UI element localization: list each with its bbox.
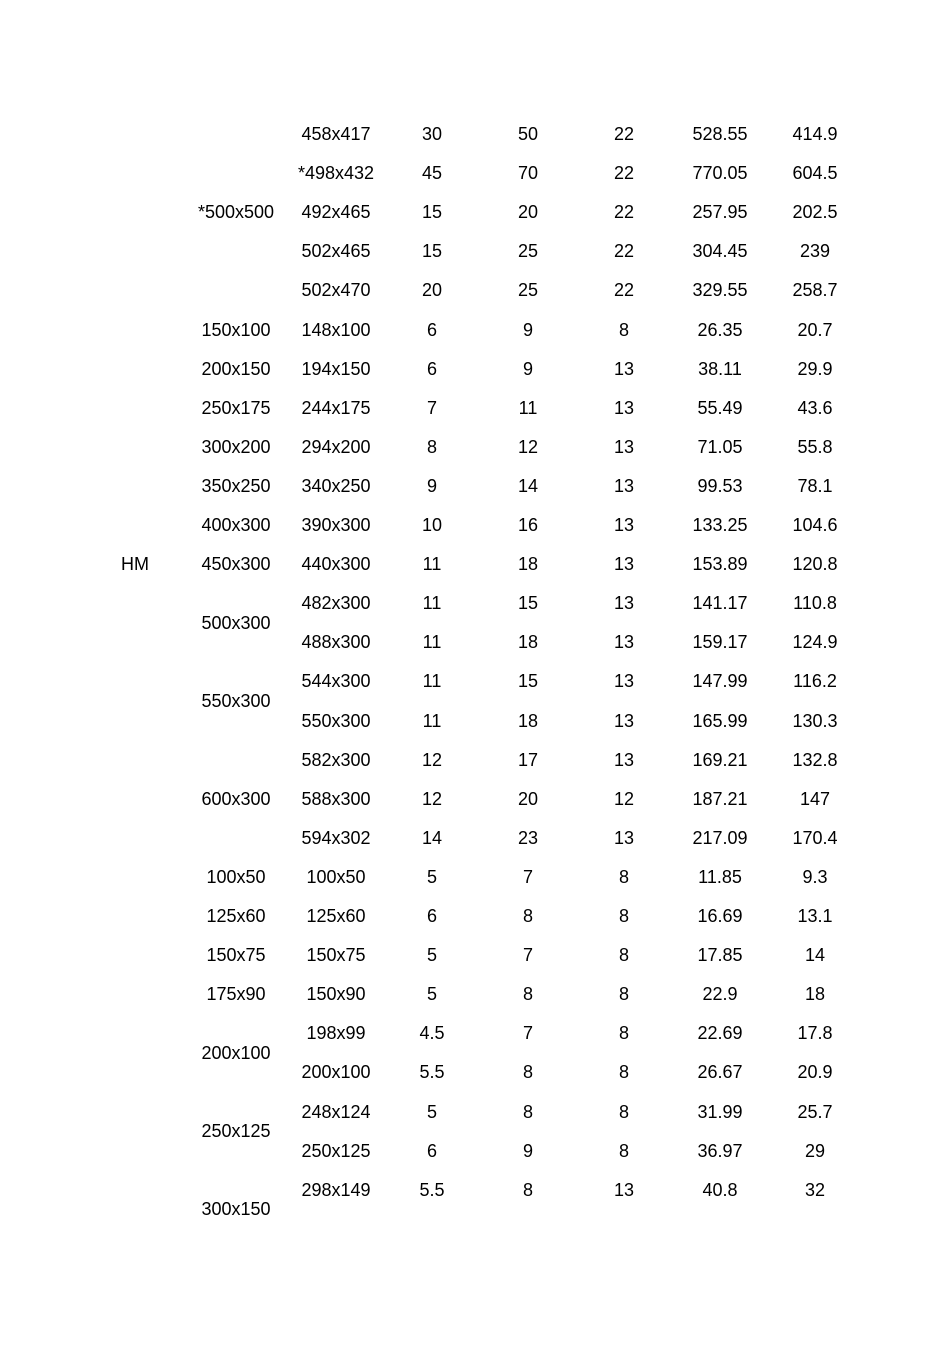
area-cell: 770.05: [692, 163, 748, 184]
radius-cell: 8: [618, 1023, 630, 1044]
flange-thickness-cell: 25: [517, 280, 539, 301]
weight-cell: 110.8: [793, 593, 837, 614]
size-cell: 550x300: [301, 710, 371, 731]
area-cell: 147.99: [692, 671, 748, 692]
web-thickness-cell: 20: [421, 280, 443, 301]
nominal-size-label: 600x300: [201, 788, 271, 809]
radius-cell: 8: [618, 319, 630, 340]
radius-cell: 22: [613, 202, 635, 223]
nominal-size-label: 300x150: [201, 1199, 271, 1220]
area-cell: 217.09: [692, 827, 748, 848]
radius-cell: 8: [618, 984, 630, 1005]
radius-cell: 8: [618, 1101, 630, 1122]
web-thickness-cell: 5.5: [419, 1062, 445, 1083]
nominal-size-label: 300x200: [201, 436, 271, 457]
series-label: HM: [121, 554, 149, 575]
web-thickness-cell: 8: [426, 436, 438, 457]
nominal-size-label: 450x300: [201, 554, 271, 575]
web-thickness-cell: 14: [421, 827, 443, 848]
area-cell: 17.85: [697, 945, 743, 966]
web-thickness-cell: 9: [426, 475, 438, 496]
weight-cell: 239: [799, 241, 831, 262]
web-thickness-cell: 5: [426, 1101, 438, 1122]
flange-thickness-cell: 17: [517, 749, 539, 770]
size-cell: 544x300: [301, 671, 371, 692]
size-cell: 298x149: [301, 1179, 371, 1200]
flange-thickness-cell: 14: [517, 475, 539, 496]
weight-cell: 13.1: [797, 906, 833, 926]
flange-thickness-cell: 20: [517, 788, 539, 809]
web-thickness-cell: 11: [422, 710, 442, 731]
nominal-size-label: 125x60: [206, 906, 266, 926]
web-thickness-cell: 11: [422, 671, 442, 692]
flange-thickness-cell: 18: [517, 632, 539, 653]
weight-cell: 202.5: [792, 202, 838, 223]
radius-cell: 13: [613, 671, 635, 692]
web-thickness-cell: 15: [421, 241, 443, 262]
web-thickness-cell: 5.5: [419, 1179, 445, 1200]
web-thickness-cell: 12: [421, 788, 443, 809]
nominal-size-label: 150x100: [201, 319, 271, 340]
radius-cell: 13: [613, 632, 635, 653]
area-cell: 71.05: [697, 436, 743, 457]
size-cell: 294x200: [301, 436, 371, 457]
radius-cell: 13: [613, 358, 635, 379]
web-thickness-cell: 6: [426, 906, 438, 926]
weight-cell: 25.7: [797, 1101, 833, 1122]
size-cell: 502x470: [301, 280, 371, 301]
web-thickness-cell: 4.5: [419, 1023, 445, 1044]
web-thickness-cell: 7: [426, 397, 438, 418]
area-cell: 133.25: [692, 515, 748, 535]
area-cell: 22.69: [697, 1023, 743, 1044]
web-thickness-cell: 5: [426, 984, 438, 1005]
weight-cell: 120.8: [792, 554, 838, 575]
nominal-size-label: 400x300: [201, 515, 271, 535]
weight-cell: 43.6: [797, 397, 833, 418]
flange-thickness-cell: 18: [517, 554, 539, 575]
size-cell: 488x300: [301, 632, 371, 653]
flange-thickness-cell: 8: [522, 906, 534, 926]
size-cell: 200x100: [301, 1062, 371, 1083]
size-cell: 458x417: [301, 124, 371, 144]
flange-thickness-cell: 9: [522, 1140, 534, 1161]
web-thickness-cell: 6: [426, 358, 438, 379]
nominal-size-label: 175x90: [206, 984, 266, 1005]
weight-cell: 9.3: [802, 866, 828, 887]
flange-thickness-cell: 9: [522, 358, 534, 379]
web-thickness-cell: 11: [422, 593, 442, 614]
web-thickness-cell: 10: [421, 515, 443, 535]
flange-thickness-cell: 15: [517, 671, 539, 692]
size-cell: 588x300: [301, 788, 371, 809]
web-thickness-cell: 5: [426, 945, 438, 966]
web-thickness-cell: 30: [421, 124, 443, 144]
area-cell: 187.21: [692, 788, 748, 809]
size-cell: 198x99: [306, 1023, 366, 1044]
size-cell: 248x124: [301, 1101, 371, 1122]
radius-cell: 22: [613, 241, 635, 262]
flange-thickness-cell: 7: [522, 866, 534, 887]
web-thickness-cell: 5: [426, 866, 438, 887]
size-cell: 150x90: [306, 984, 366, 1005]
flange-thickness-cell: 18: [517, 710, 539, 731]
web-thickness-cell: 11: [422, 554, 442, 575]
web-thickness-cell: 15: [421, 202, 443, 223]
flange-thickness-cell: 70: [517, 163, 539, 184]
nominal-size-label: 350x250: [201, 475, 271, 496]
size-cell: 582x300: [301, 749, 371, 770]
size-cell: 100x50: [306, 866, 366, 887]
size-cell: 194x150: [301, 358, 371, 379]
radius-cell: 13: [613, 593, 635, 614]
weight-cell: 130.3: [792, 710, 838, 731]
weight-cell: 124.9: [792, 632, 838, 653]
nominal-size-label: 550x300: [201, 690, 271, 711]
flange-thickness-cell: 8: [522, 1179, 534, 1200]
area-cell: 38.11: [698, 358, 742, 379]
area-cell: 26.67: [697, 1062, 743, 1083]
weight-cell: 32: [804, 1179, 826, 1200]
flange-thickness-cell: 11: [518, 397, 538, 418]
radius-cell: 12: [613, 788, 635, 809]
radius-cell: 22: [613, 124, 635, 144]
web-thickness-cell: 12: [421, 749, 443, 770]
nominal-size-label: 150x75: [206, 945, 266, 966]
weight-cell: 116.2: [793, 671, 837, 692]
weight-cell: 20.7: [797, 319, 833, 340]
flange-thickness-cell: 23: [517, 827, 539, 848]
nominal-size-label: 100x50: [206, 866, 266, 887]
radius-cell: 13: [613, 554, 635, 575]
size-cell: 482x300: [301, 593, 371, 614]
flange-thickness-cell: 8: [522, 1062, 534, 1083]
size-cell: 440x300: [301, 554, 371, 575]
web-thickness-cell: 6: [426, 319, 438, 340]
weight-cell: 18: [804, 984, 826, 1005]
area-cell: 169.21: [692, 749, 748, 770]
radius-cell: 13: [613, 1179, 635, 1200]
area-cell: 26.35: [697, 319, 743, 340]
size-cell: 250x125: [301, 1140, 371, 1161]
flange-thickness-cell: 8: [522, 984, 534, 1005]
size-cell: 150x75: [306, 945, 366, 966]
weight-cell: 258.7: [792, 280, 838, 301]
weight-cell: 132.8: [792, 749, 838, 770]
flange-thickness-cell: 16: [517, 515, 539, 535]
weight-cell: 604.5: [792, 163, 838, 184]
size-cell: 492x465: [301, 202, 371, 223]
radius-cell: 13: [613, 436, 635, 457]
area-cell: 99.53: [697, 475, 743, 496]
size-cell: 594x302: [301, 827, 371, 848]
area-cell: 11.85: [698, 866, 742, 887]
weight-cell: 147: [799, 788, 831, 809]
web-thickness-cell: 45: [421, 163, 443, 184]
weight-cell: 29.9: [797, 358, 833, 379]
weight-cell: 170.4: [792, 827, 838, 848]
flange-thickness-cell: 7: [522, 1023, 534, 1044]
nominal-size-label: 200x150: [201, 358, 271, 379]
radius-cell: 13: [613, 749, 635, 770]
flange-thickness-cell: 15: [517, 593, 539, 614]
radius-cell: 22: [613, 163, 635, 184]
size-cell: *498x432: [297, 163, 375, 184]
area-cell: 159.17: [692, 632, 748, 653]
flange-thickness-cell: 7: [522, 945, 534, 966]
size-cell: 148x100: [301, 319, 371, 340]
area-cell: 153.89: [692, 554, 748, 575]
radius-cell: 13: [613, 710, 635, 731]
nominal-size-label: 250x175: [201, 397, 271, 418]
flange-thickness-cell: 12: [517, 436, 539, 457]
nominal-size-label: 500x300: [201, 612, 271, 633]
area-cell: 16.69: [697, 906, 743, 926]
weight-cell: 78.1: [797, 475, 833, 496]
area-cell: 36.97: [697, 1140, 743, 1161]
radius-cell: 8: [618, 1062, 630, 1083]
size-cell: 244x175: [301, 397, 371, 418]
weight-cell: 20.9: [797, 1062, 833, 1083]
size-cell: 502x465: [301, 241, 371, 262]
nominal-size-label: *500x500: [197, 202, 275, 223]
radius-cell: 8: [618, 866, 630, 887]
flange-thickness-cell: 9: [522, 319, 534, 340]
weight-cell: 104.6: [792, 515, 838, 535]
flange-thickness-cell: 20: [517, 202, 539, 223]
radius-cell: 13: [613, 827, 635, 848]
area-cell: 304.45: [692, 241, 748, 262]
area-cell: 31.99: [697, 1101, 743, 1122]
size-cell: 390x300: [301, 515, 371, 535]
area-cell: 165.99: [692, 710, 748, 731]
web-thickness-cell: 11: [422, 632, 442, 653]
flange-thickness-cell: 8: [522, 1101, 534, 1122]
flange-thickness-cell: 25: [517, 241, 539, 262]
radius-cell: 13: [613, 475, 635, 496]
radius-cell: 8: [618, 1140, 630, 1161]
nominal-size-label: 200x100: [201, 1042, 271, 1063]
area-cell: 257.95: [692, 202, 748, 223]
weight-cell: 29: [804, 1140, 826, 1161]
radius-cell: 8: [618, 906, 630, 926]
radius-cell: 8: [618, 945, 630, 966]
weight-cell: 55.8: [797, 436, 833, 457]
radius-cell: 22: [613, 280, 635, 301]
area-cell: 528.55: [692, 124, 748, 144]
area-cell: 329.55: [692, 280, 748, 301]
radius-cell: 13: [613, 515, 635, 535]
area-cell: 141.17: [692, 593, 748, 614]
flange-thickness-cell: 50: [517, 124, 539, 144]
size-cell: 340x250: [301, 475, 371, 496]
area-cell: 40.8: [702, 1179, 738, 1200]
radius-cell: 13: [613, 397, 635, 418]
area-cell: 22.9: [702, 984, 738, 1005]
weight-cell: 14: [804, 945, 826, 966]
web-thickness-cell: 6: [426, 1140, 438, 1161]
area-cell: 55.49: [697, 397, 743, 418]
weight-cell: 17.8: [797, 1023, 833, 1044]
nominal-size-label: 250x125: [201, 1121, 271, 1142]
weight-cell: 414.9: [792, 124, 838, 144]
size-cell: 125x60: [306, 906, 366, 926]
